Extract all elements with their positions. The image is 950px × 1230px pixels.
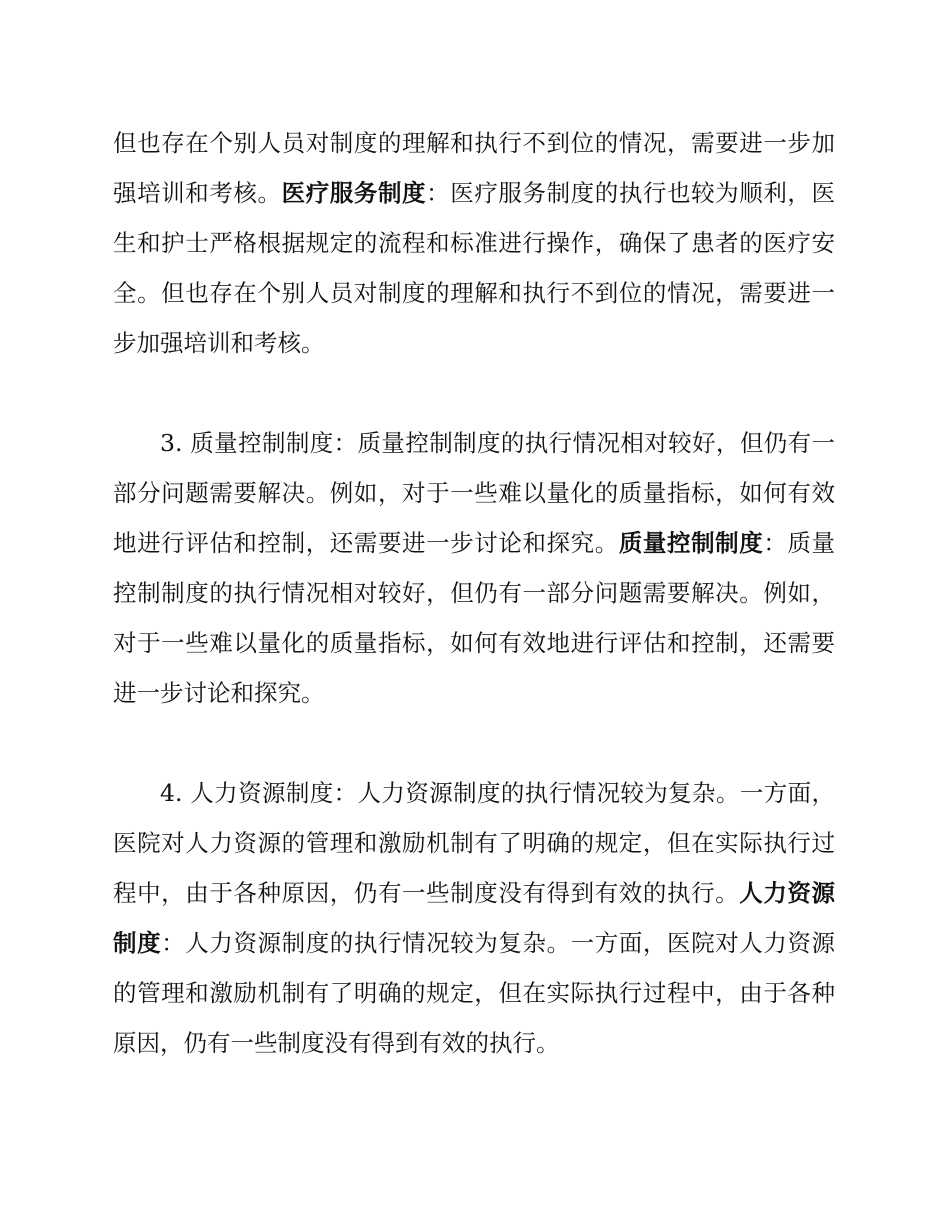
paragraph-quality-control (113, 418, 835, 718)
paragraph-text: 4. 人力资源制度：人力资源制度的执行情况较为复杂。一方面，医院对人力资源的管理和激励机制有了明确的规定，但在实际执行过程中，由于各种原因，仍有一些制度没有得到有效的执行。 (113, 779, 835, 907)
bold-heading-human-resources: 人力资源制度 (113, 879, 836, 957)
paragraph-medical-service (113, 118, 835, 368)
paragraph-text: ：人力资源制度的执行情况较为复杂。一方面，医院对人力资源的管理和激励机制有了明确的规定，但在实际执行过程中，由于各种原因，仍有一些制度没有得到有效的执行。 (113, 929, 836, 1057)
paragraph-spacer (113, 718, 835, 768)
paragraph-text: 但也存在个别人员对制度的理解和执行不到位的情况，需要进一步加强培训和考核。 (113, 129, 835, 207)
bold-heading-quality-control: 质量控制制度 (618, 529, 764, 557)
paragraph-text: 3. 质量控制制度：质量控制制度的执行情况相对较好，但仍有一部分问题需要解决。例如，对于一些难以量化的质量指标，如何有效地进行评估和控制，还需要进一步讨论和探究。 (113, 429, 835, 557)
paragraph-spacer (113, 368, 835, 418)
document-body (113, 118, 835, 1068)
paragraph-human-resources (113, 768, 835, 1068)
bold-heading-medical-service: 医疗服务制度 (281, 179, 427, 207)
paragraph-text: ：质量控制制度的执行情况相对较好，但仍有一部分问题需要解决。例如，对于一些难以量化的质量指标，如何有效地进行评估和控制，还需要进一步讨论和探究。 (113, 529, 836, 707)
paragraph-text: ：医疗服务制度的执行也较为顺利，医生和护士严格根据规定的流程和标准进行操作，确保了患者的医疗安全。但也存在个别人员对制度的理解和执行不到位的情况，需要进一步加强培训和考核。 (113, 179, 836, 357)
